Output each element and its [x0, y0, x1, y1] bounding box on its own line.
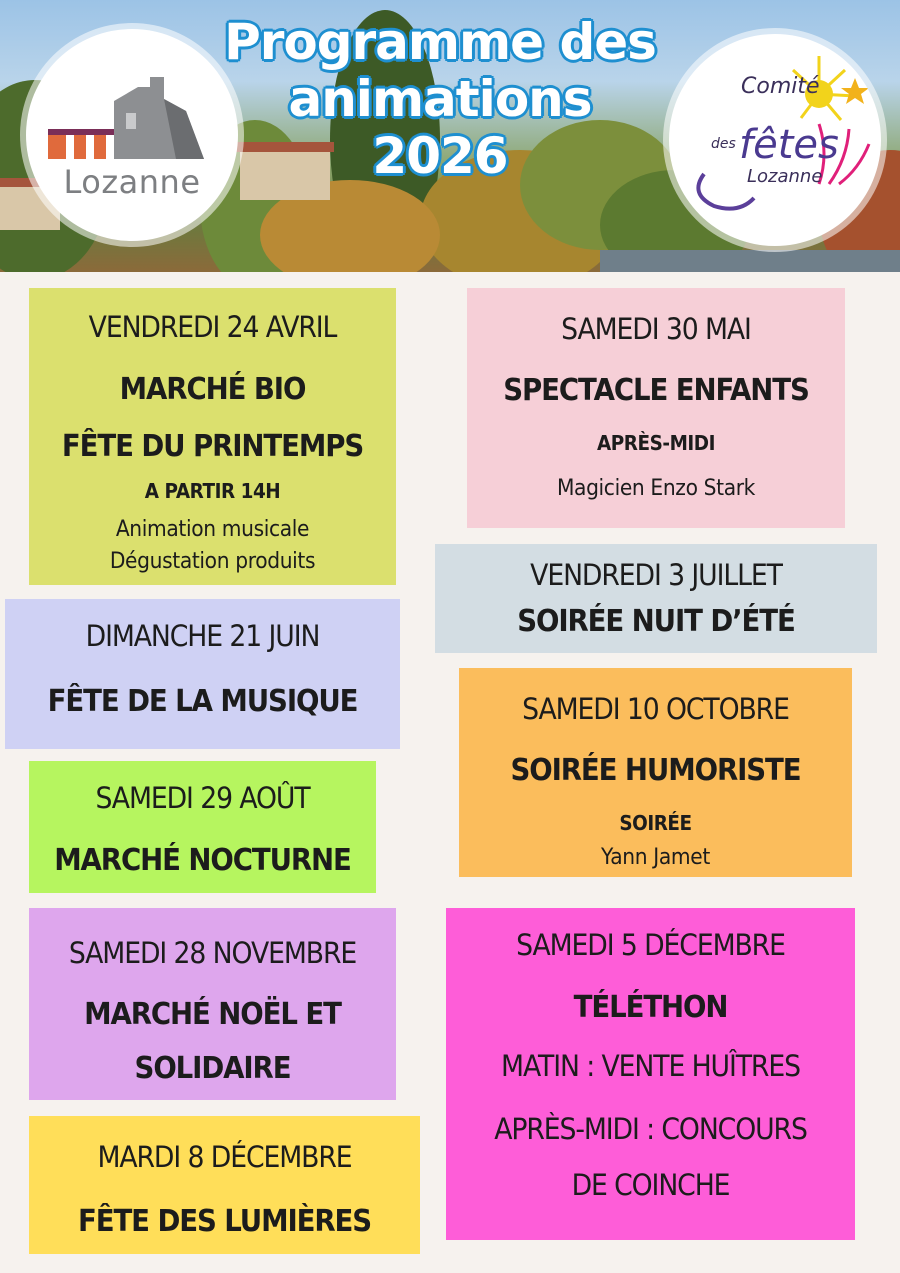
event-card-samedi-5-decembre	[446, 908, 855, 1240]
event-date: SAMEDI 28 NOVEMBRE	[68, 936, 357, 970]
event-title: MARCHÉ BIO	[119, 372, 306, 407]
event-title: SOLIDAIRE	[134, 1051, 291, 1086]
event-title: FÊTE DE LA MUSIQUE	[47, 684, 358, 719]
event-time: APRÈS-MIDI	[596, 431, 716, 455]
event-title: SOIRÉE HUMORISTE	[510, 753, 801, 788]
event-card-samedi-30-mai	[467, 288, 845, 528]
event-title: SPECTACLE ENFANTS	[503, 373, 809, 408]
event-date: SAMEDI 5 DÉCEMBRE	[516, 928, 785, 962]
event-card-mardi-8-decembre	[29, 1116, 420, 1254]
event-card-dimanche-21-juin	[5, 599, 400, 749]
river-shape	[600, 250, 900, 272]
logo-des-text: des	[711, 136, 736, 152]
logo-lozanne-text: Lozanne	[747, 166, 823, 187]
event-note: Dégustation produits	[109, 549, 316, 574]
logo-fetes-text: fêtes	[739, 122, 839, 168]
event-detail: DE COINCHE	[571, 1168, 730, 1202]
event-time: SOIRÉE	[619, 811, 692, 835]
title-line-1: Programme des	[224, 13, 656, 71]
event-title: TÉLÉTHON	[573, 990, 728, 1025]
page-title	[160, 14, 720, 185]
event-title: SOIRÉE NUIT D’ÉTÉ	[517, 604, 795, 639]
event-date: VENDREDI 3 JUILLET	[530, 558, 782, 592]
event-note: Yann Jamet	[601, 845, 710, 870]
event-card-vendredi-24-avril	[29, 288, 396, 585]
event-date: MARDI 8 DÉCEMBRE	[97, 1140, 352, 1174]
event-date: SAMEDI 29 AOÛT	[95, 781, 310, 815]
comite-des-fetes-logo	[669, 34, 881, 246]
lozanne-logo-text: Lozanne	[63, 163, 201, 201]
event-date: SAMEDI 10 OCTOBRE	[522, 692, 789, 726]
event-title: FÊTE DES LUMIÈRES	[77, 1204, 372, 1239]
event-note: Magicien Enzo Stark	[556, 476, 756, 501]
event-card-samedi-28-novembre	[29, 908, 396, 1100]
event-detail: APRÈS-MIDI : CONCOURS	[494, 1112, 807, 1146]
event-title: MARCHÉ NOËL ET	[84, 997, 341, 1032]
event-note: Animation musicale	[115, 517, 310, 542]
title-line-3: 2026	[372, 127, 508, 185]
event-time: A PARTIR 14H	[144, 479, 281, 503]
event-date: VENDREDI 24 AVRIL	[88, 310, 337, 344]
event-card-vendredi-3-juillet	[435, 544, 877, 653]
title-line-2: animations	[288, 70, 592, 128]
event-date: SAMEDI 30 MAI	[561, 312, 751, 346]
event-date: DIMANCHE 21 JUIN	[85, 619, 320, 653]
event-card-samedi-29-aout	[29, 761, 376, 893]
event-title: MARCHÉ NOCTURNE	[54, 843, 351, 878]
logo-comite-text: Comité	[741, 74, 820, 99]
event-title: FÊTE DU PRINTEMPS	[61, 429, 364, 464]
event-card-samedi-10-octobre	[459, 668, 852, 877]
event-detail: MATIN : VENTE HUÎTRES	[501, 1049, 800, 1083]
header-banner	[0, 0, 900, 272]
